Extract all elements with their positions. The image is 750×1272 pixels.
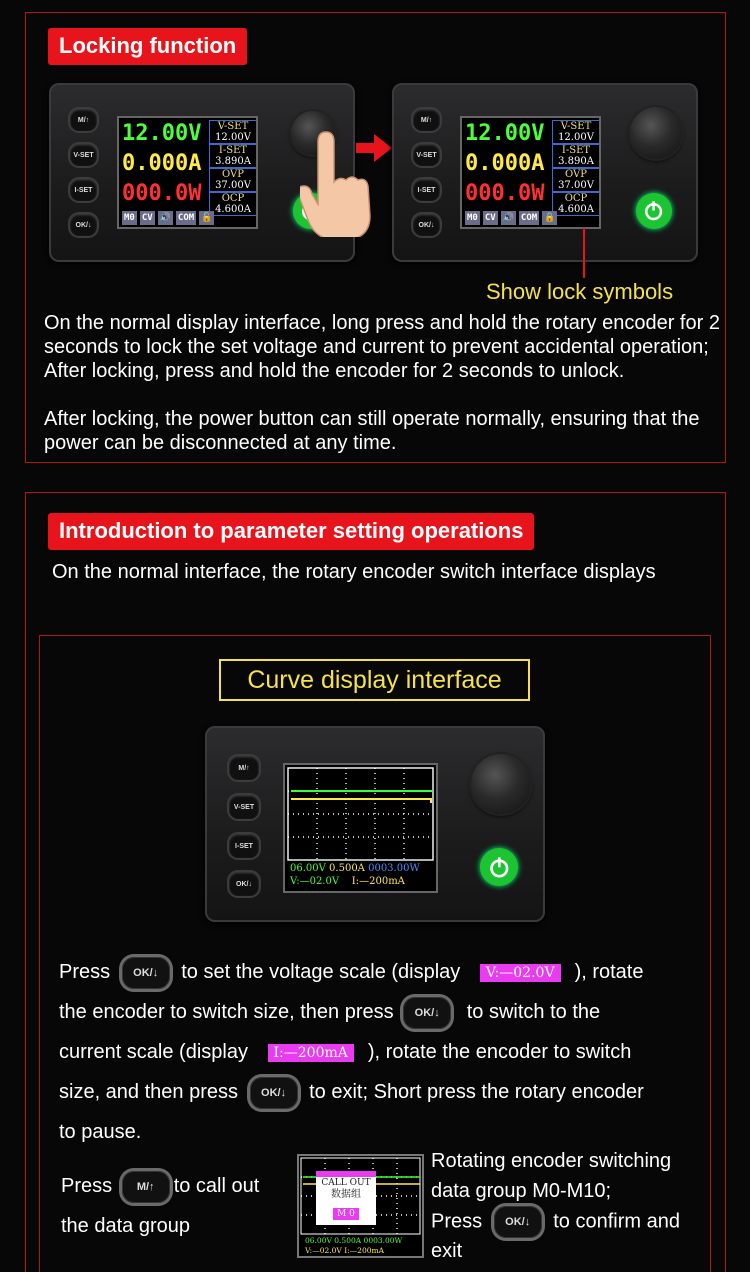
unlock-icon: 🔓 [201, 213, 213, 223]
annotation-pointer-line [583, 228, 585, 278]
op-text: to exit; Short press the rotary encoder [309, 1081, 644, 1103]
callout-mini-screen [297, 1154, 424, 1258]
op-text: to set the voltage scale (display [181, 961, 461, 983]
speaker-icon: 🔊 [502, 213, 514, 223]
power-readout: 000.0W [465, 181, 545, 206]
mini-readout-line1: 06.00V 0.500A 0003.00W [305, 1236, 403, 1245]
callout-line-1 [61, 1168, 259, 1204]
op-line-5: to pause. [59, 1121, 142, 1143]
voltage-readout: 12.00V [465, 121, 545, 146]
voltage-scale-badge: V:—02.0V [480, 964, 561, 982]
device-right [392, 83, 698, 262]
op-text: current scale (display [59, 1041, 248, 1063]
voltage-value: 06.00V [290, 863, 326, 874]
ok-key-icon: OK/↓ [250, 1077, 298, 1109]
vset-label: V-SET [560, 121, 592, 132]
arrow-right-icon [356, 134, 392, 162]
speaker-icon: 🔊 [159, 213, 171, 223]
callout-right-4: exit [431, 1240, 463, 1262]
ok-key-icon: OK/↓ [122, 957, 170, 989]
ok-key-icon: OK/↓ [494, 1206, 542, 1238]
voltage-scale: V:—02.0V [290, 876, 340, 887]
ovp-label: OVP [222, 169, 244, 180]
ovp-label: OVP [565, 169, 587, 180]
power-button[interactable] [480, 848, 518, 886]
locking-note: After locking, the power button can still operate normally, ensuring that the power can be disconnected at any time. [44, 408, 700, 454]
i-set-button[interactable]: I-SET [229, 834, 259, 858]
i-set-button[interactable]: I-SET [70, 179, 97, 201]
popup-title: CALL OUT [321, 1178, 371, 1188]
callout-text: Press [61, 1175, 113, 1197]
v-set-button[interactable]: V-SET [413, 144, 440, 166]
vset-value: 12.00V [215, 132, 251, 143]
mini-readout-line2: V:—02.0V I:—200mA [305, 1246, 385, 1255]
ovp-value: 37.00V [558, 180, 594, 191]
callout-line-2: the data group [61, 1215, 190, 1237]
current-readout: 0.000A [465, 151, 545, 176]
ok-down-button[interactable]: OK/↓ [413, 214, 440, 236]
call-out-popup [316, 1171, 376, 1225]
status-com: COM [177, 213, 195, 223]
current-scale-badge: I:—200mA [268, 1044, 354, 1062]
iset-label: I-SET [218, 145, 248, 156]
callout-right-2: data group M0-M10; [431, 1180, 612, 1202]
ok-down-button[interactable]: OK/↓ [70, 214, 97, 236]
curve-graph [285, 765, 436, 863]
m-up-button[interactable]: M/↑ [229, 756, 259, 780]
callout-text: to confirm and [553, 1210, 680, 1233]
power-value: 0003.00W [368, 863, 420, 874]
current-trace [291, 799, 431, 803]
iset-value: 3.890A [215, 156, 251, 167]
op-line-3 [59, 1032, 631, 1072]
curve-display-title: Curve display interface [219, 659, 530, 701]
status-mode: CV [484, 213, 496, 223]
v-set-button[interactable]: V-SET [229, 795, 259, 819]
rotary-encoder-knob[interactable] [630, 107, 682, 159]
popup-value: M 0 [333, 1208, 359, 1220]
power-icon [641, 198, 666, 223]
readout-line2 [290, 876, 405, 888]
op-text: ), rotate the encoder to switch [367, 1041, 632, 1063]
op-line-4 [59, 1072, 644, 1112]
m-up-button[interactable]: M/↑ [413, 109, 440, 131]
ocp-value: 4.600A [558, 204, 594, 215]
status-bar [122, 211, 214, 225]
lcd-screen [117, 116, 258, 229]
op-text: to switch to the [466, 1001, 601, 1023]
i-set-button[interactable]: I-SET [413, 179, 440, 201]
readout-line1 [290, 863, 420, 875]
ok-key-icon: OK/↓ [403, 997, 451, 1029]
side-panel [552, 120, 600, 216]
op-text: size, and then press [59, 1081, 238, 1103]
lock-icon: 🔒 [544, 213, 556, 223]
op-line-1 [59, 952, 643, 992]
current-readout: 0.000A [122, 151, 202, 176]
ok-down-button[interactable]: OK/↓ [229, 872, 259, 896]
params-intro: On the normal interface, the rotary encoder switch interface displays [52, 561, 656, 583]
power-icon [486, 854, 513, 881]
callout-text: Press [431, 1210, 483, 1233]
v-set-button[interactable]: V-SET [70, 144, 97, 166]
rotary-encoder-knob[interactable] [471, 754, 531, 814]
side-panel [209, 120, 257, 216]
m-up-button[interactable]: M/↑ [70, 109, 97, 131]
callout-text: to call out [173, 1175, 260, 1197]
op-text: the encoder to switch size, then press [59, 1001, 394, 1023]
popup-subtitle: 数据组 [331, 1189, 361, 1200]
vset-value: 12.00V [558, 132, 594, 143]
locking-title: Locking function [48, 28, 247, 65]
m-key-icon: M/↑ [122, 1171, 170, 1203]
callout-right-1: Rotating encoder switching [431, 1150, 672, 1172]
power-readout: 000.0W [122, 181, 202, 206]
iset-label: I-SET [561, 145, 591, 156]
op-text: Press [59, 961, 111, 983]
curve-device [205, 726, 545, 922]
iset-value: 3.890A [558, 156, 594, 167]
ocp-label: OCP [221, 193, 245, 204]
status-com: COM [520, 213, 538, 223]
op-line-2 [59, 992, 600, 1032]
ocp-value: 4.600A [215, 204, 251, 215]
callout-right-3 [431, 1206, 680, 1238]
ovp-value: 37.00V [215, 180, 251, 191]
status-mode: CV [141, 213, 153, 223]
voltage-readout: 12.00V [122, 121, 202, 146]
curve-lcd-screen [283, 763, 438, 893]
status-bar [465, 211, 557, 225]
ocp-label: OCP [564, 193, 588, 204]
current-scale: I:—200mA [351, 876, 405, 887]
lcd-screen [460, 116, 601, 229]
params-title: Introduction to parameter setting operations [48, 513, 534, 550]
lock-symbol-annotation: Show lock symbols [486, 279, 674, 304]
status-memory: M0 [124, 213, 135, 223]
status-memory: M0 [467, 213, 478, 223]
op-text: ), rotate [574, 961, 644, 983]
current-value: 0.500A [329, 863, 365, 874]
locking-description: On the normal display interface, long press and hold the rotary encoder for 2 seconds to lock the set voltage and current to prevent accidental operation; After locking, press and hold the encoder for 2 seconds to unlock. [44, 312, 720, 382]
power-button[interactable] [636, 193, 672, 229]
vset-label: V-SET [217, 121, 249, 132]
